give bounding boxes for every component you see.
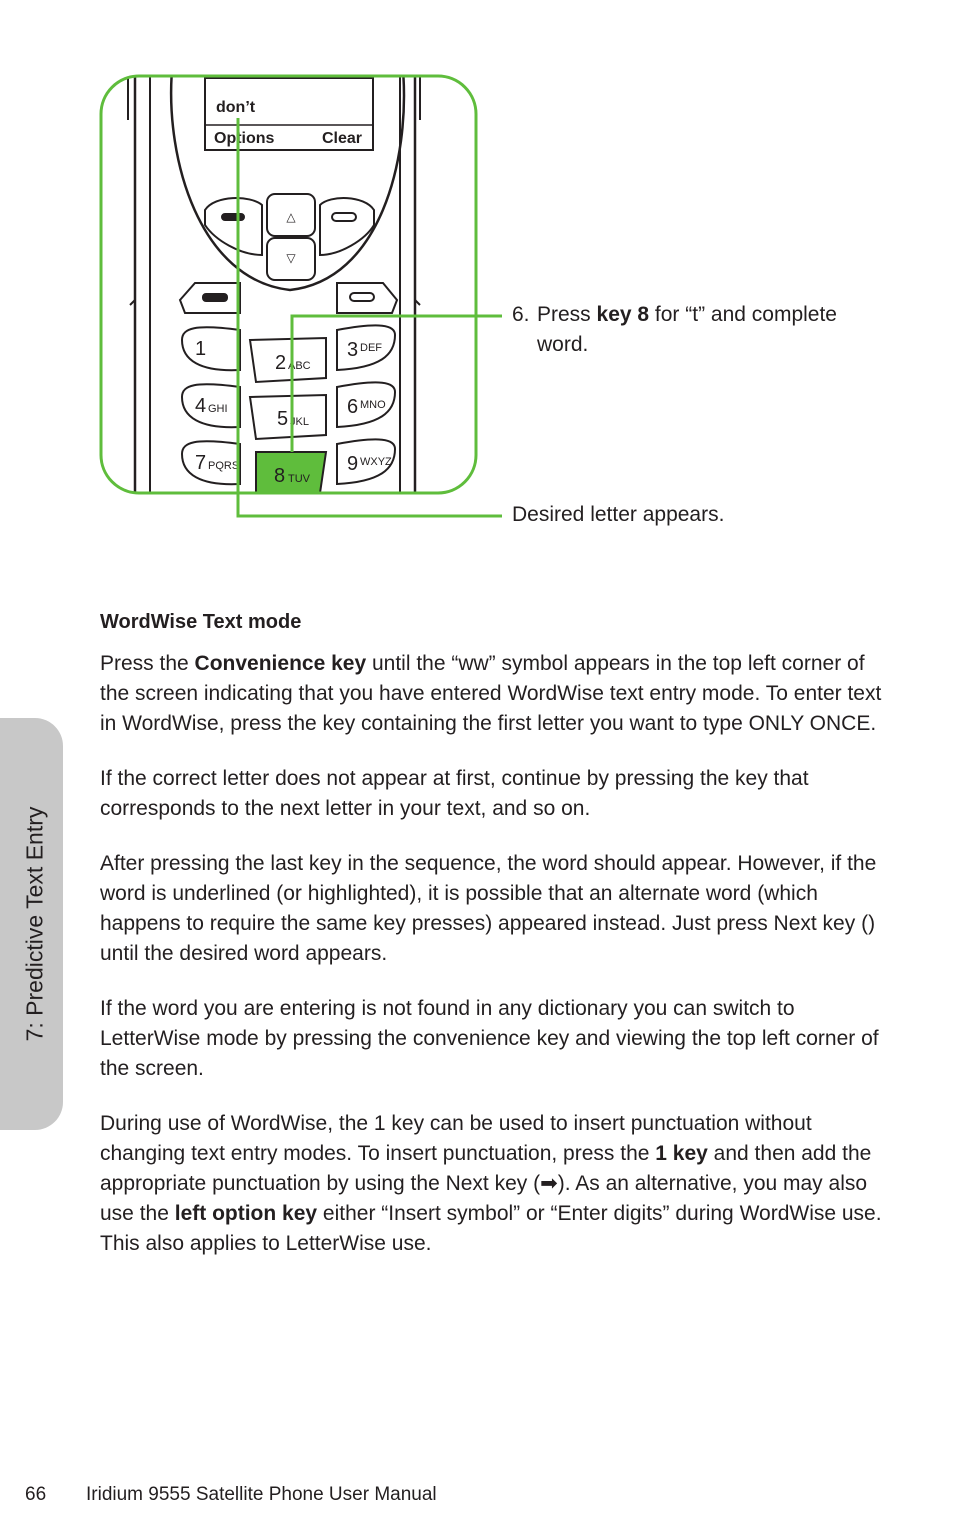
key-4-letters: GHI <box>208 403 228 415</box>
key-2-digit: 2 <box>275 352 287 374</box>
callout-desired-letter: Desired letter appears. <box>512 503 725 526</box>
key-5-letters: JKL <box>290 416 309 428</box>
phone-figure <box>0 0 975 560</box>
step-key-name: key 8 <box>596 303 650 326</box>
p5-text-a: During use of WordWise, the 1 key can be used to insert punctuation without changing text entry modes. To insert punctuation, press the <box>100 1112 812 1165</box>
p1-bold-convenience-key: Convenience key <box>194 652 367 675</box>
key-1-digit: 1 <box>195 338 207 360</box>
key-5-digit: 5 <box>277 408 289 430</box>
key-9-letters: WXYZ <box>360 456 392 468</box>
key-6-digit: 6 <box>347 396 359 418</box>
callout-line-key8 <box>292 316 502 452</box>
p1-text-a: Press the <box>100 652 195 675</box>
p5-text-e: ). As an alternative, you may also use the <box>100 1172 868 1225</box>
key-8-letters: TUV <box>288 473 310 485</box>
paragraph-2: If the correct letter does not appear at first, continue by pressing the key that corresponds to the next letter in your text, and so on. <box>100 767 809 820</box>
p5-text-c: and then add the appropriate punctuation by using the Next key ( <box>100 1142 872 1195</box>
down-arrow-icon: ▽ <box>286 251 296 265</box>
main-content <box>100 607 890 1284</box>
p5-bold-left-option-key: left option key <box>174 1202 318 1225</box>
up-arrow-icon: △ <box>286 210 296 224</box>
screen-left-softkey: Options <box>214 130 275 147</box>
step-text-post: for “t” and complete <box>649 303 837 326</box>
key-7-letters: PQRS <box>208 460 240 472</box>
key-3-digit: 3 <box>347 339 359 361</box>
key-2-letters: ABC <box>288 360 311 372</box>
step-text-pre: Press <box>537 303 597 326</box>
p1-text-c: until the “ww” symbol appears in the top left corner of the screen indicating that you have entered WordWise text entry mode. To enter text in WordWise, press the key containing the first letter you want to type ONLY ONCE. <box>100 652 882 735</box>
screen-word: don’t <box>216 99 256 116</box>
next-key-icon: ➡ <box>540 1172 558 1195</box>
section-title: WordWise Text mode <box>100 611 302 633</box>
key-8-digit: 8 <box>274 465 286 487</box>
callout-press-key-8 <box>512 300 892 360</box>
screen-right-softkey: Clear <box>322 130 363 147</box>
step-number: 6. <box>512 303 530 326</box>
step-text-line2: word. <box>537 333 589 356</box>
chapter-side-tab-label: 7: Predictive Text Entry <box>21 806 48 1042</box>
footer-title: Iridium 9555 Satellite Phone User Manual <box>86 1484 437 1505</box>
page-number: 66 <box>25 1484 47 1505</box>
phone-illustration <box>0 0 975 560</box>
key-3-letters: DEF <box>360 342 382 354</box>
paragraph-1 <box>100 649 890 739</box>
p5-text-g: either “Insert symbol” or “Enter digits” during WordWise use. This also applies to LetterWise use. <box>100 1202 882 1255</box>
key-4-digit: 4 <box>195 395 207 417</box>
key-9-digit: 9 <box>347 453 359 475</box>
key-7-digit: 7 <box>195 452 207 474</box>
paragraph-3: After pressing the last key in the sequence, the word should appear. However, if the word is underlined (or highlighted), it is possible that an alternate word (which happens to require the same key presses) appeared instead. Just press Next key () until the desired word appears. <box>100 852 877 965</box>
key-6-letters: MNO <box>360 399 386 411</box>
paragraph-4: If the word you are entering is not found in any dictionary you can switch to LetterWise mode by pressing the convenience key and viewing the top left corner of the screen. <box>100 997 879 1080</box>
paragraph-5 <box>100 1109 890 1259</box>
p5-bold-1-key: 1 key <box>655 1142 708 1165</box>
